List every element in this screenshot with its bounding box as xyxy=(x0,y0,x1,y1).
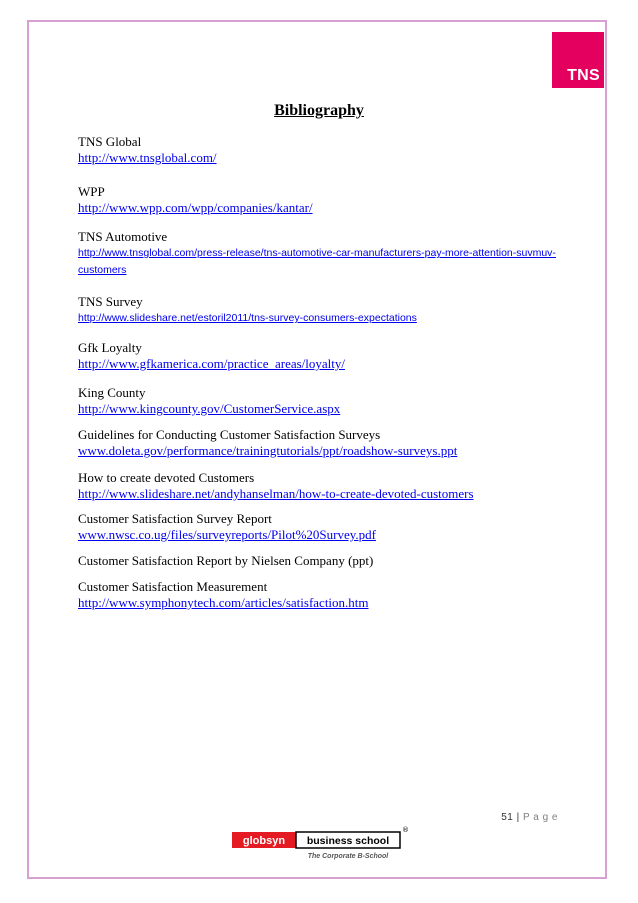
page-number: 51 xyxy=(501,812,514,823)
entry-name: TNS Survey xyxy=(78,294,143,309)
bibliography-entry xyxy=(78,553,578,579)
bibliography-entry xyxy=(78,385,578,427)
page-label: P a g e xyxy=(522,812,558,823)
entry-link[interactable]: http://www.gfkamerica.com/practice_areas/loyalty/ xyxy=(78,356,345,371)
bibliography-entry xyxy=(78,294,578,340)
school-logo-left-text: globsyn xyxy=(242,835,286,847)
entry-link[interactable]: http://www.tnsglobal.com/ xyxy=(78,150,217,165)
entry-link[interactable]: www.nwsc.co.ug/files/surveyreports/Pilot%20Survey.pdf xyxy=(78,527,376,542)
bibliography-entry xyxy=(78,229,578,294)
school-logo-right-text: business school xyxy=(306,835,390,847)
bibliography-entry xyxy=(78,184,578,229)
entry-name: How to create devoted Customers xyxy=(78,470,255,485)
entry-name: WPP xyxy=(78,184,105,199)
page-title: Bibliography xyxy=(274,102,364,119)
bibliography-entry xyxy=(78,340,578,385)
footer-separator: | xyxy=(516,812,523,823)
tns-logo xyxy=(552,32,604,88)
entry-name: Customer Satisfaction Measurement xyxy=(78,579,268,594)
bibliography-entry xyxy=(78,427,578,470)
entry-link[interactable]: www.doleta.gov/performance/trainingtutorials/ppt/roadshow-surveys.ppt xyxy=(78,443,458,458)
entry-link[interactable]: http://www.tnsglobal.com/press-release/tns-automotive-car-manufacturers-pay-more-attention-suvmuv-customers xyxy=(78,247,556,276)
entry-link[interactable]: http://www.kingcounty.gov/CustomerService.aspx xyxy=(78,401,341,416)
bibliography-entry xyxy=(78,134,578,184)
entry-link[interactable]: http://www.wpp.com/wpp/companies/kantar/ xyxy=(78,200,313,215)
tns-logo-text: TNS xyxy=(567,67,600,84)
entry-name: Gfk Loyalty xyxy=(78,340,142,355)
bibliography-entry xyxy=(78,511,578,553)
entry-link[interactable]: http://www.slideshare.net/estoril2011/tns-survey-consumers-expectations xyxy=(78,312,417,324)
bibliography-entry xyxy=(78,579,578,619)
page-number-footer xyxy=(501,812,558,823)
entry-link[interactable]: http://www.symphonytech.com/articles/satisfaction.htm xyxy=(78,595,369,610)
entry-name: King County xyxy=(78,385,146,400)
entry-link[interactable]: http://www.slideshare.net/andyhanselman/how-to-create-devoted-customers xyxy=(78,486,474,501)
school-logo xyxy=(232,826,408,864)
entry-name: Guidelines for Conducting Customer Satisfaction Surveys xyxy=(78,427,381,442)
entry-name: Customer Satisfaction Report by Nielsen Company (ppt) xyxy=(78,553,374,568)
school-tagline: The Corporate B-School xyxy=(307,853,389,860)
registered-mark: ® xyxy=(402,826,409,834)
entry-name: TNS Automotive xyxy=(78,229,168,244)
entry-name: Customer Satisfaction Survey Report xyxy=(78,511,272,526)
bibliography-entry xyxy=(78,470,578,511)
entry-name: TNS Global xyxy=(78,134,142,149)
bibliography-list xyxy=(78,134,578,619)
